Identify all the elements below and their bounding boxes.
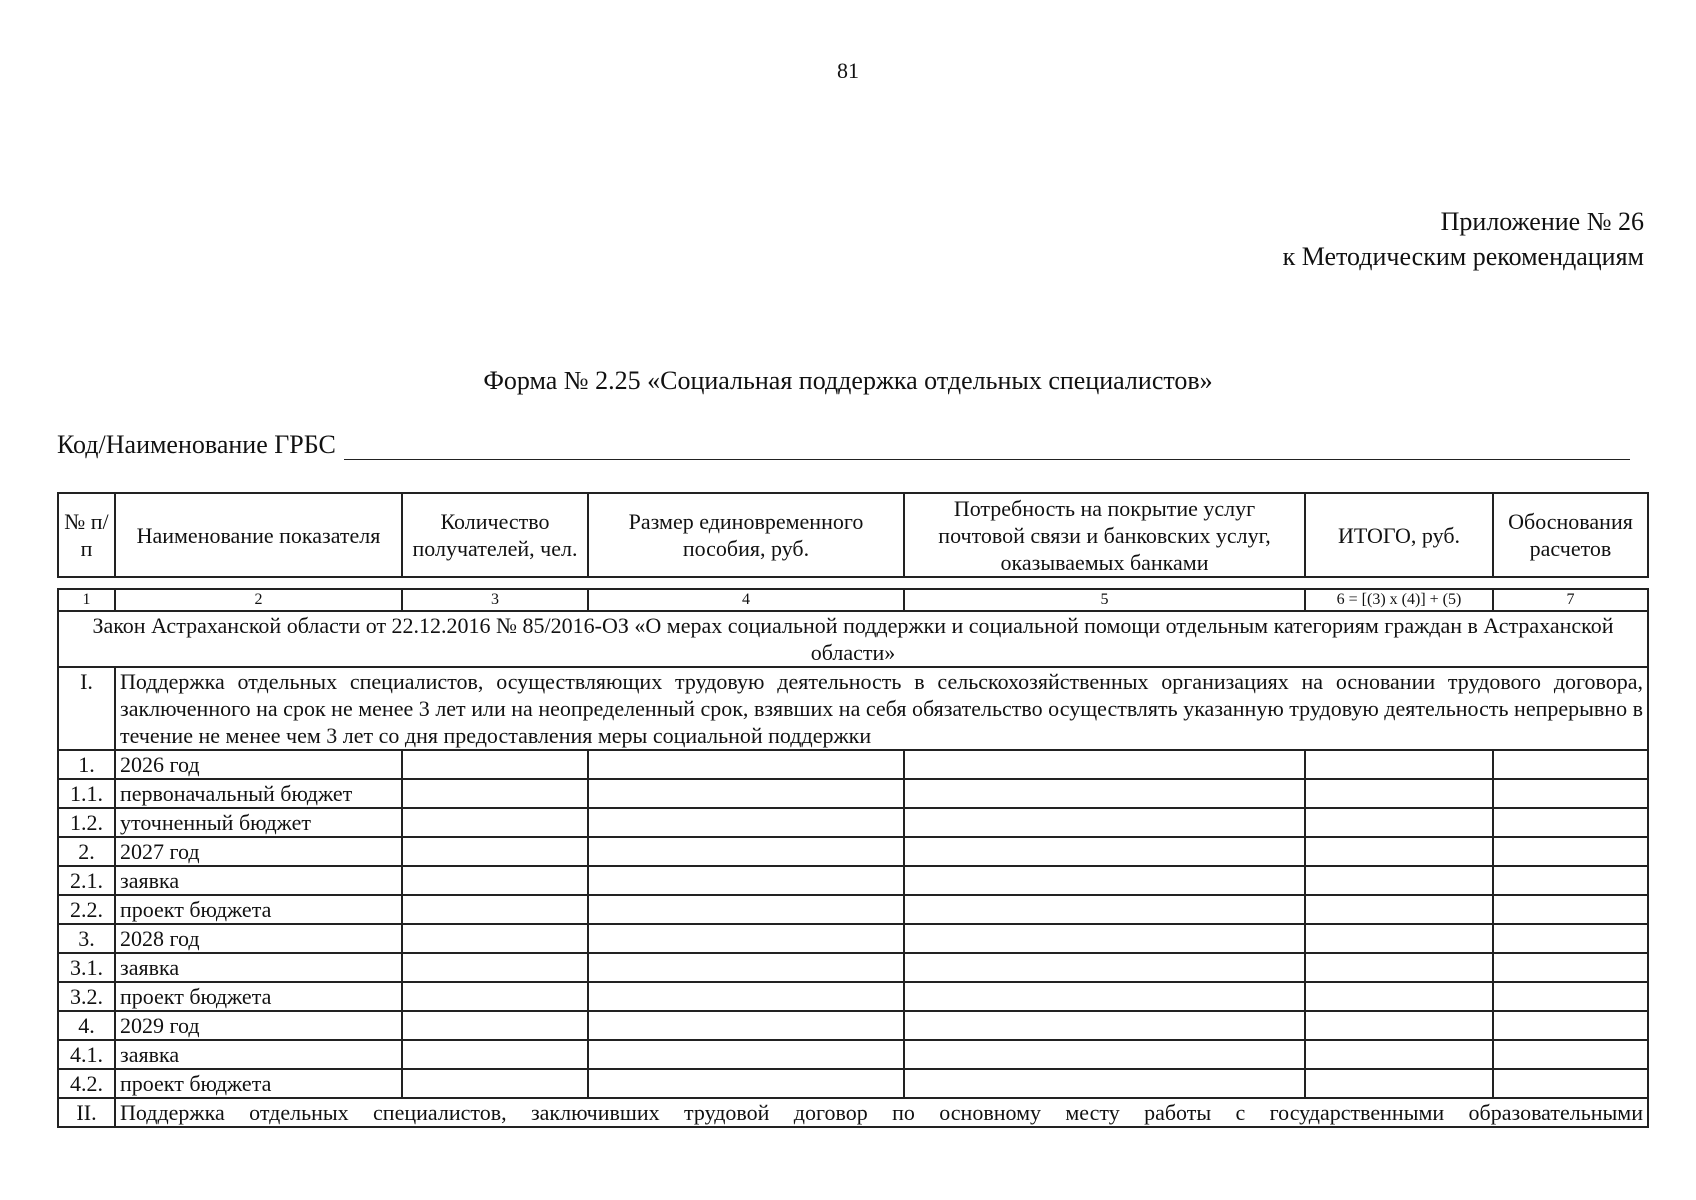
postal-bank-needs-cell[interactable] bbox=[904, 750, 1305, 779]
benefit-size-cell[interactable] bbox=[588, 953, 904, 982]
appendix-number: Приложение № 26 bbox=[1440, 207, 1644, 236]
postal-bank-needs-cell[interactable] bbox=[904, 953, 1305, 982]
benefit-size-cell[interactable] bbox=[588, 895, 904, 924]
total-cell[interactable] bbox=[1305, 1040, 1493, 1069]
column-number: 3 bbox=[402, 589, 588, 611]
column-numbers-row bbox=[58, 589, 1648, 611]
row-number: 2. bbox=[58, 837, 115, 866]
postal-bank-needs-cell[interactable] bbox=[904, 837, 1305, 866]
justification-cell[interactable] bbox=[1493, 1040, 1648, 1069]
column-number: 2 bbox=[115, 589, 402, 611]
row-number: 4.1. bbox=[58, 1040, 115, 1069]
column-number: 7 bbox=[1493, 589, 1648, 611]
grbs-label: Код/Наименование ГРБС bbox=[57, 430, 336, 459]
justification-cell[interactable] bbox=[1493, 866, 1648, 895]
law-title: Закон Астраханской области от 22.12.2016 № 85/2016-ОЗ «О мерах социальной поддержки и социальной помощи отдельным категориям граждан в Астраханской области» bbox=[58, 611, 1648, 667]
section-number: I. bbox=[58, 667, 115, 750]
justification-cell[interactable] bbox=[1493, 1011, 1648, 1040]
section-description: Поддержка отдельных специалистов, осуществляющих трудовую деятельность в сельскохозяйственных организациях на основании трудового договора, заключенного на срок не менее 3 лет или на неопределенный срок, взявших на себя обязательство осуществлять указанную трудовую деятельность непрерывно в течение не менее чем 3 лет со дня предоставления меры социальной поддержки bbox=[115, 667, 1648, 750]
page-number: 81 bbox=[837, 58, 859, 83]
justification-cell[interactable] bbox=[1493, 808, 1648, 837]
benefit-size-cell[interactable] bbox=[588, 1040, 904, 1069]
postal-bank-needs-cell[interactable] bbox=[904, 1040, 1305, 1069]
row-indicator-name: первоначальный бюджет bbox=[115, 779, 402, 808]
column-number: 6 = [(3) x (4)] + (5) bbox=[1305, 589, 1493, 611]
benefit-size-cell[interactable] bbox=[588, 924, 904, 953]
benefit-size-cell[interactable] bbox=[588, 1069, 904, 1098]
row-number: 3.1. bbox=[58, 953, 115, 982]
postal-bank-needs-cell[interactable] bbox=[904, 982, 1305, 1011]
row-indicator-name: заявка bbox=[115, 866, 402, 895]
justification-cell[interactable] bbox=[1493, 895, 1648, 924]
section-row bbox=[58, 667, 1648, 750]
recipients-cell[interactable] bbox=[402, 866, 588, 895]
row-number: 4.2. bbox=[58, 1069, 115, 1098]
row-indicator-name: 2027 год bbox=[115, 837, 402, 866]
justification-cell[interactable] bbox=[1493, 953, 1648, 982]
total-cell[interactable] bbox=[1305, 837, 1493, 866]
total-cell[interactable] bbox=[1305, 1069, 1493, 1098]
table-row bbox=[58, 924, 1648, 953]
table-row bbox=[58, 866, 1648, 895]
recipients-cell[interactable] bbox=[402, 750, 588, 779]
recipients-cell[interactable] bbox=[402, 837, 588, 866]
recipients-cell[interactable] bbox=[402, 1069, 588, 1098]
grbs-input-line[interactable] bbox=[344, 431, 1630, 460]
justification-cell[interactable] bbox=[1493, 1069, 1648, 1098]
benefit-size-cell[interactable] bbox=[588, 779, 904, 808]
grbs-field bbox=[57, 430, 1630, 460]
table-row bbox=[58, 953, 1648, 982]
row-indicator-name: проект бюджета bbox=[115, 1069, 402, 1098]
total-cell[interactable] bbox=[1305, 924, 1493, 953]
row-number: 1.1. bbox=[58, 779, 115, 808]
column-header-indicator: Наименование показателя bbox=[115, 493, 402, 577]
row-indicator-name: проект бюджета bbox=[115, 982, 402, 1011]
row-indicator-name: заявка bbox=[115, 1040, 402, 1069]
justification-cell[interactable] bbox=[1493, 750, 1648, 779]
column-number: 1 bbox=[58, 589, 115, 611]
recipients-cell[interactable] bbox=[402, 808, 588, 837]
appendix-caption bbox=[1283, 204, 1644, 274]
table-row bbox=[58, 837, 1648, 866]
row-indicator-name: 2029 год bbox=[115, 1011, 402, 1040]
justification-cell[interactable] bbox=[1493, 837, 1648, 866]
benefit-size-cell[interactable] bbox=[588, 1011, 904, 1040]
column-number: 5 bbox=[904, 589, 1305, 611]
column-header-number: № п/п bbox=[58, 493, 115, 577]
total-cell[interactable] bbox=[1305, 982, 1493, 1011]
section-description: Поддержка отдельных специалистов, заключивших трудовой договор по основному месту работы с государственными образовательными bbox=[115, 1098, 1648, 1127]
header-table bbox=[57, 492, 1649, 578]
total-cell[interactable] bbox=[1305, 895, 1493, 924]
section-number: II. bbox=[58, 1098, 115, 1127]
row-number: 1. bbox=[58, 750, 115, 779]
header-row bbox=[58, 493, 1648, 577]
table-row bbox=[58, 1040, 1648, 1069]
benefit-size-cell[interactable] bbox=[588, 837, 904, 866]
section-row bbox=[58, 1098, 1648, 1127]
postal-bank-needs-cell[interactable] bbox=[904, 808, 1305, 837]
column-header-total: ИТОГО, руб. bbox=[1305, 493, 1493, 577]
row-indicator-name: 2026 год bbox=[115, 750, 402, 779]
row-number: 4. bbox=[58, 1011, 115, 1040]
column-header-justification: Обоснования расчетов bbox=[1493, 493, 1648, 577]
total-cell[interactable] bbox=[1305, 779, 1493, 808]
total-cell[interactable] bbox=[1305, 808, 1493, 837]
row-indicator-name: заявка bbox=[115, 953, 402, 982]
appendix-reference: к Методическим рекомендациям bbox=[1282, 242, 1644, 271]
column-header-postal-bank-needs: Потребность на покрытие услуг почтовой связи и банковских услуг, оказываемых банками bbox=[904, 493, 1305, 577]
recipients-cell[interactable] bbox=[402, 1011, 588, 1040]
column-number: 4 bbox=[588, 589, 904, 611]
postal-bank-needs-cell[interactable] bbox=[904, 1069, 1305, 1098]
justification-cell[interactable] bbox=[1493, 924, 1648, 953]
recipients-cell[interactable] bbox=[402, 1040, 588, 1069]
postal-bank-needs-cell[interactable] bbox=[904, 924, 1305, 953]
row-number: 2.2. bbox=[58, 895, 115, 924]
benefit-size-cell[interactable] bbox=[588, 982, 904, 1011]
data-table bbox=[57, 588, 1649, 1128]
row-number: 3.2. bbox=[58, 982, 115, 1011]
postal-bank-needs-cell[interactable] bbox=[904, 1011, 1305, 1040]
postal-bank-needs-cell[interactable] bbox=[904, 895, 1305, 924]
recipients-cell[interactable] bbox=[402, 982, 588, 1011]
postal-bank-needs-cell[interactable] bbox=[904, 779, 1305, 808]
column-header-recipients: Количество получателей, чел. bbox=[402, 493, 588, 577]
recipients-cell[interactable] bbox=[402, 924, 588, 953]
row-number: 2.1. bbox=[58, 866, 115, 895]
column-header-benefit-size: Размер единовременного пособия, руб. bbox=[588, 493, 904, 577]
justification-cell[interactable] bbox=[1493, 779, 1648, 808]
total-cell[interactable] bbox=[1305, 750, 1493, 779]
table-row bbox=[58, 982, 1648, 1011]
total-cell[interactable] bbox=[1305, 953, 1493, 982]
law-row bbox=[58, 611, 1648, 667]
benefit-size-cell[interactable] bbox=[588, 750, 904, 779]
benefit-size-cell[interactable] bbox=[588, 808, 904, 837]
row-number: 1.2. bbox=[58, 808, 115, 837]
benefit-size-cell[interactable] bbox=[588, 866, 904, 895]
recipients-cell[interactable] bbox=[402, 779, 588, 808]
table-row bbox=[58, 895, 1648, 924]
table-row bbox=[58, 1069, 1648, 1098]
row-number: 3. bbox=[58, 924, 115, 953]
total-cell[interactable] bbox=[1305, 866, 1493, 895]
recipients-cell[interactable] bbox=[402, 895, 588, 924]
table-row bbox=[58, 808, 1648, 837]
postal-bank-needs-cell[interactable] bbox=[904, 866, 1305, 895]
form-title: Форма № 2.25 «Социальная поддержка отдельных специалистов» bbox=[483, 366, 1213, 395]
justification-cell[interactable] bbox=[1493, 982, 1648, 1011]
recipients-cell[interactable] bbox=[402, 953, 588, 982]
total-cell[interactable] bbox=[1305, 1011, 1493, 1040]
row-indicator-name: 2028 год bbox=[115, 924, 402, 953]
table-row bbox=[58, 779, 1648, 808]
row-indicator-name: проект бюджета bbox=[115, 895, 402, 924]
row-indicator-name: уточненный бюджет bbox=[115, 808, 402, 837]
table-row bbox=[58, 1011, 1648, 1040]
table-row bbox=[58, 750, 1648, 779]
